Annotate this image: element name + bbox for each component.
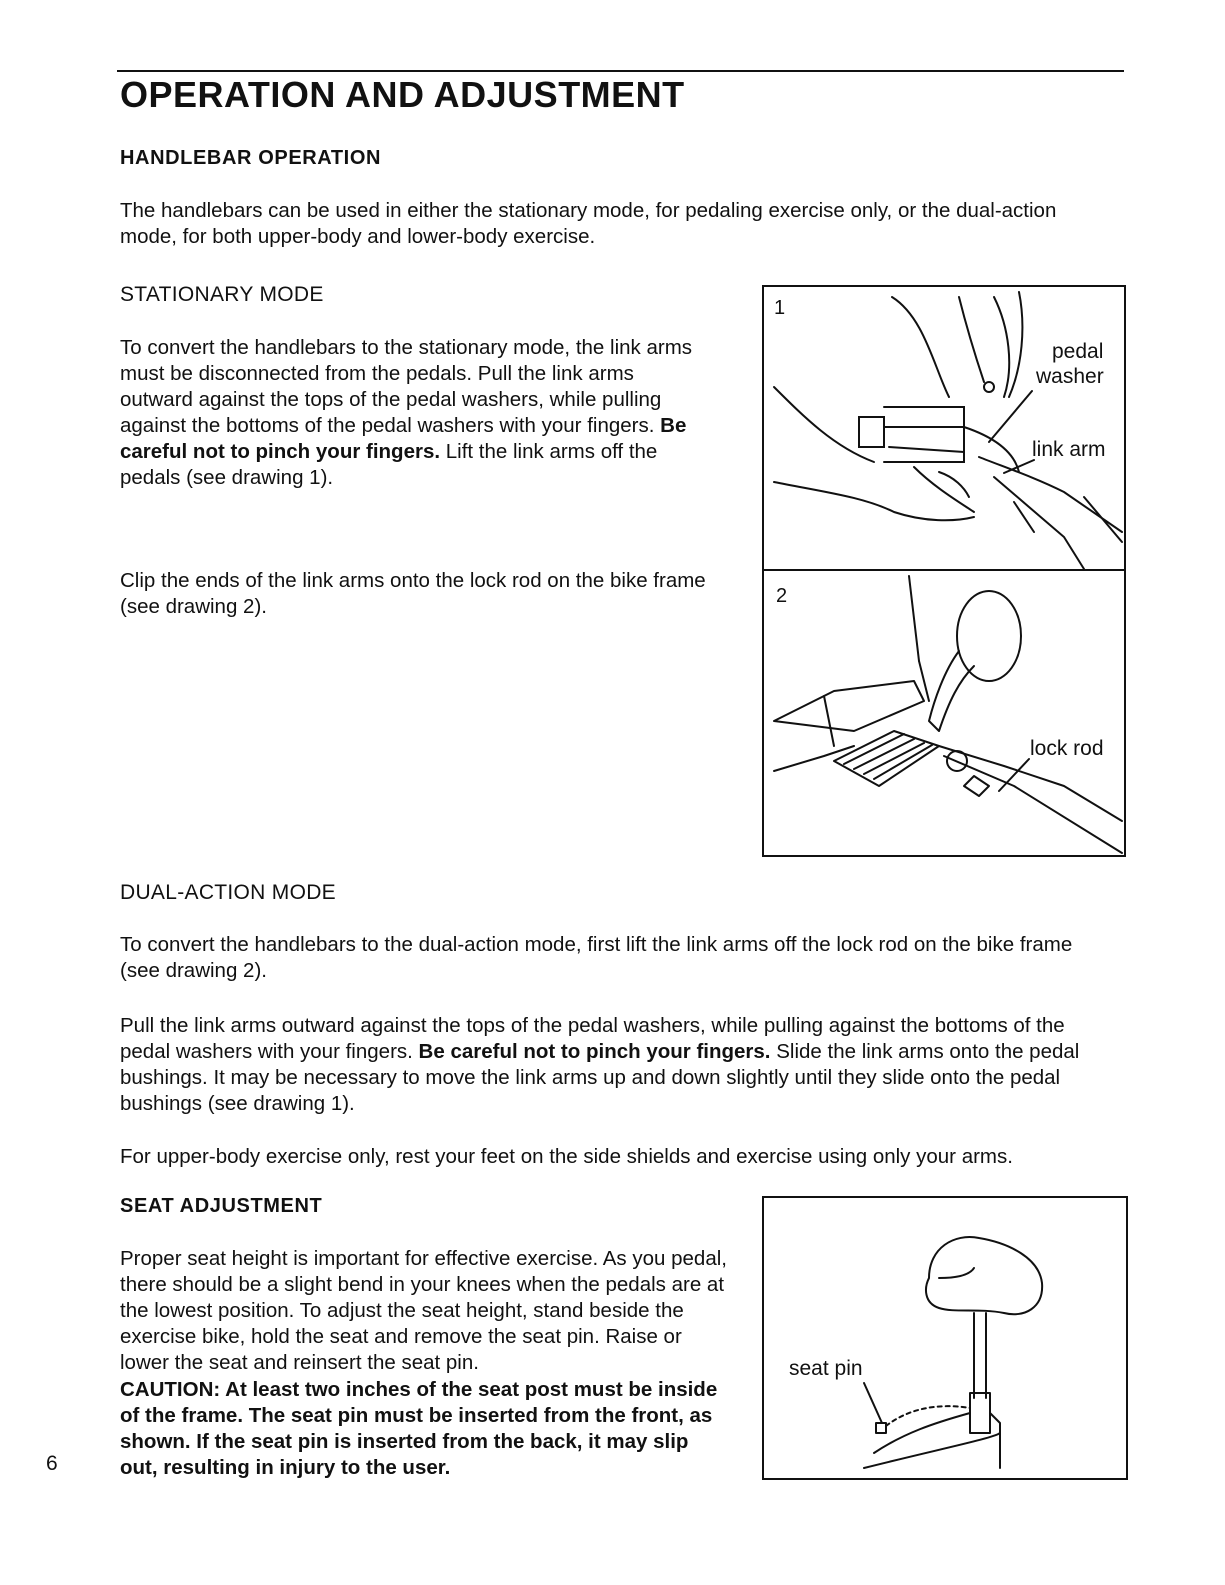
- label-seat-pin: seat pin: [789, 1357, 863, 1380]
- stationary-heading: STATIONARY MODE: [120, 283, 324, 306]
- figure-3-seat-pin: [762, 1196, 1128, 1480]
- dual-warning: Be careful not to pinch your fingers.: [418, 1040, 771, 1063]
- figure-1-number: 1: [774, 297, 786, 319]
- title-rule: [117, 70, 1124, 72]
- pedal-lock-rod-illustration: [764, 571, 1124, 855]
- dual-heading: DUAL-ACTION MODE: [120, 881, 336, 904]
- label-link-arm: link arm: [1032, 438, 1106, 461]
- stationary-warning: Be careful not to pinch your fingers.: [120, 414, 687, 463]
- label-lock-rod: lock rod: [1030, 737, 1104, 760]
- seat-caution: CAUTION: At least two inches of the seat post must be inside of the frame. The seat pin must be inserted from the front, as shown. If the seat pin is inserted from the back, it may slip out, resulting in injury to the user.: [120, 1378, 718, 1479]
- dual-paragraph-3: For upper-body exercise only, rest your feet on the side shields and exercise using only your arms.: [120, 1145, 1013, 1168]
- seat-paragraph: Proper seat height is important for effective exercise. As you pedal, there should be a slight bend in your knees when the pedals are at the lowest position. To adjust the seat height, stand beside the exercise bike, hold the seat and remove the seat pin. Raise or lower the seat and reinsert the seat pin.: [120, 1247, 727, 1374]
- handlebar-heading: HANDLEBAR OPERATION: [120, 147, 382, 169]
- figure-2-number: 2: [776, 585, 788, 607]
- label-pedal: pedal: [1052, 340, 1104, 363]
- seat-heading: SEAT ADJUSTMENT: [120, 1195, 323, 1217]
- hands-pedal-illustration: [764, 287, 1124, 571]
- page-title: OPERATION AND ADJUSTMENT: [120, 74, 685, 115]
- stationary-paragraph-2: Clip the ends of the link arms onto the lock rod on the bike frame (see drawing 2).: [120, 569, 706, 618]
- figure-2-lock-rod: [762, 569, 1126, 857]
- figure-1-pedal-washer: [762, 285, 1126, 573]
- seat-post-illustration: [764, 1198, 1126, 1478]
- dual-paragraph-2: Pull the link arms outward against the tops of the pedal washers, while pulling against the bottoms of the pedal washers with your fingers. Be careful not to pinch your fingers. Slide the link arms onto the pedal bushings. It may be necessary to move the link arms up and down slightly until they slide onto the pedal bushings (see drawing 1).: [120, 1014, 1080, 1115]
- handlebar-intro: The handlebars can be used in either the stationary mode, for pedaling exercise only, or the dual-action mode, for both upper-body and lower-body exercise.: [120, 199, 1057, 248]
- page-number: 6: [46, 1452, 58, 1475]
- label-washer: washer: [1036, 365, 1104, 388]
- stationary-paragraph-1: To convert the handlebars to the stationary mode, the link arms must be disconnected from the pedals. Pull the link arms outward against the tops of the pedal washers, while pulling against the bottoms of the pedal washers with your fingers. Be careful not to pinch your fingers. Lift the link arms off the pedals (see drawing 1).: [120, 336, 693, 489]
- dual-paragraph-1: To convert the handlebars to the dual-action mode, first lift the link arms off the lock rod on the bike frame (see drawing 2).: [120, 933, 1073, 982]
